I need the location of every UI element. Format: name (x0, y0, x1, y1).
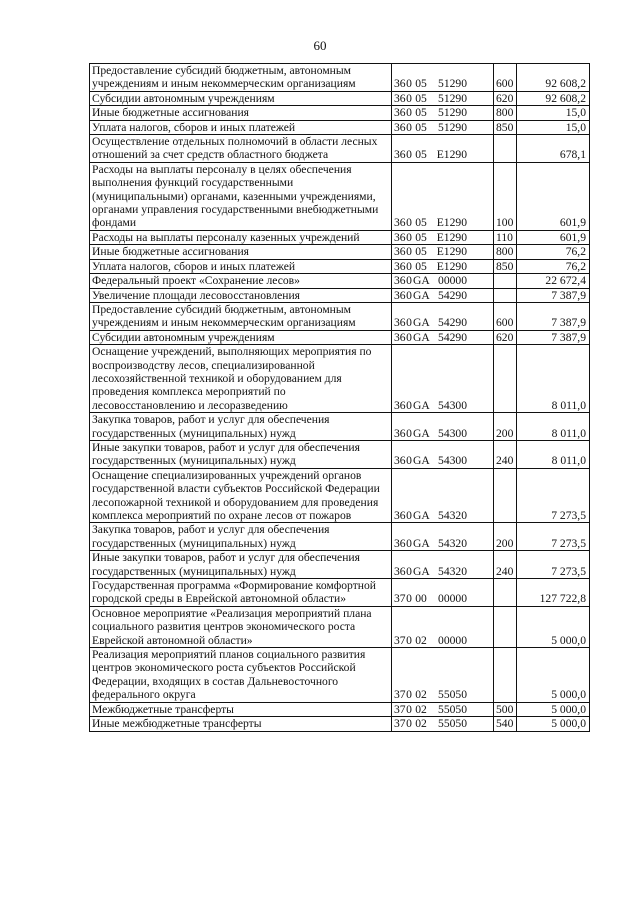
table-row (90, 259, 590, 273)
table-row (90, 551, 590, 579)
table-row (90, 579, 590, 607)
row-expense-type: 200 (494, 523, 517, 551)
row-target-code (392, 717, 494, 731)
program-code: 36 (394, 216, 406, 230)
table-row (90, 230, 590, 244)
row-description: Основное мероприятие «Реализация мероприятий плана социального развития центров экономического роста Еврейской автономной области» (90, 606, 392, 647)
row-expense-type: 600 (494, 64, 517, 92)
row-target-code (392, 523, 494, 551)
row-target-code (392, 440, 494, 468)
direction-code: Е1290 (436, 216, 467, 230)
row-amount: 678,1 (517, 135, 590, 163)
direction-code: 54290 (438, 330, 467, 344)
row-target-code (392, 91, 494, 105)
direction-code: 00000 (438, 274, 467, 288)
program-code: 36 (394, 426, 406, 440)
direction-code: 54290 (438, 316, 467, 330)
table-row (90, 302, 590, 330)
row-target-code (392, 579, 494, 607)
table-row (90, 288, 590, 302)
subprogram-code: 0 (406, 120, 412, 134)
subprogram-code: 0 (406, 91, 412, 105)
table-row (90, 245, 590, 259)
row-target-code (392, 648, 494, 703)
subprogram-code: 0 (406, 259, 412, 273)
row-description: Оснащение учреждений, выполняющих мероприятия по воспроизводству лесов, специализированной лесохозяйственной техникой и оборудованием для проведения комплекса мероприятий по лесовосстановлению и лесоразведению (90, 345, 392, 413)
row-description: Уплата налогов, сборов и иных платежей (90, 120, 392, 134)
subprogram-code: 0 (406, 216, 412, 230)
row-amount: 7 387,9 (517, 302, 590, 330)
subprogram-code: 0 (406, 592, 412, 606)
program-code: 36 (394, 288, 406, 302)
row-description: Межбюджетные трансферты (90, 702, 392, 716)
direction-code: 54320 (438, 536, 467, 550)
subprogram-code: 0 (406, 633, 412, 647)
group-code: 02 (415, 633, 427, 647)
subprogram-code: 0 (406, 688, 412, 702)
group-code: 05 (415, 91, 427, 105)
row-expense-type: 240 (494, 551, 517, 579)
row-target-code (392, 413, 494, 441)
subprogram-code: 0 (406, 564, 412, 578)
table-row (90, 106, 590, 120)
row-description: Закупка товаров, работ и услуг для обеспечения государственных (муниципальных) нужд (90, 523, 392, 551)
program-code: 36 (394, 509, 406, 522)
row-description: Оснащение специализированных учреждений органов государственной власти субъектов Российской Федерации лесопожарной техникой и оборудованием для проведения комплекса мероприятий по охране лесов от пожаров (90, 468, 392, 523)
group-code: 05 (415, 259, 427, 273)
row-amount: 7 387,9 (517, 288, 590, 302)
program-code: 36 (394, 330, 406, 344)
row-amount: 92 608,2 (517, 64, 590, 92)
row-target-code (392, 702, 494, 716)
row-expense-type: 240 (494, 440, 517, 468)
program-code: 36 (394, 536, 406, 550)
row-description: Реализация мероприятий планов социального развития центров экономического роста субъектов Российской Федерации, входящих в состав Дальневосточного федерального округа (90, 648, 392, 703)
subprogram-code: 0 (406, 330, 412, 344)
row-description: Иные бюджетные ассигнования (90, 106, 392, 120)
subprogram-code: 0 (406, 245, 412, 259)
row-amount: 22 672,4 (517, 274, 590, 288)
row-description: Расходы на выплаты персоналу казенных учреждений (90, 230, 392, 244)
row-amount: 8 011,0 (517, 413, 590, 441)
row-expense-type: 600 (494, 302, 517, 330)
direction-code: 00000 (438, 592, 467, 606)
table-row (90, 345, 590, 413)
group-code: GA (413, 426, 430, 440)
row-expense-type: 620 (494, 91, 517, 105)
row-amount: 92 608,2 (517, 91, 590, 105)
row-expense-type: 110 (494, 230, 517, 244)
direction-code: 54320 (438, 509, 467, 522)
subprogram-code: 0 (406, 230, 412, 244)
row-description: Уплата налогов, сборов и иных платежей (90, 259, 392, 273)
direction-code: 55050 (438, 688, 467, 702)
row-amount: 5 000,0 (517, 648, 590, 703)
row-amount: 7 387,9 (517, 330, 590, 344)
direction-code: Е1290 (436, 148, 467, 162)
row-target-code (392, 64, 494, 92)
group-code: 00 (415, 592, 427, 606)
program-code: 36 (394, 230, 406, 244)
table-row (90, 606, 590, 647)
group-code: 05 (415, 77, 427, 91)
table-row (90, 330, 590, 344)
table-row (90, 702, 590, 716)
row-description: Увеличение площади лесовосстановления (90, 288, 392, 302)
direction-code: 51290 (438, 120, 467, 134)
group-code: GA (413, 509, 430, 522)
table-row (90, 135, 590, 163)
subprogram-code: 0 (406, 106, 412, 120)
row-amount: 7 273,5 (517, 468, 590, 523)
row-expense-type (494, 345, 517, 413)
program-code: 37 (394, 717, 406, 731)
row-expense-type: 850 (494, 120, 517, 134)
program-code: 36 (394, 398, 406, 412)
row-expense-type (494, 274, 517, 288)
subprogram-code: 0 (406, 77, 412, 91)
group-code: GA (413, 454, 430, 468)
group-code: 05 (415, 230, 427, 244)
table-row (90, 120, 590, 134)
row-target-code (392, 245, 494, 259)
row-target-code (392, 274, 494, 288)
direction-code: Е1290 (436, 245, 467, 259)
row-expense-type: 540 (494, 717, 517, 731)
row-target-code (392, 302, 494, 330)
table-row (90, 523, 590, 551)
table-row (90, 648, 590, 703)
group-code: 05 (415, 148, 427, 162)
program-code: 37 (394, 702, 406, 716)
row-description: Осуществление отдельных полномочий в области лесных отношений за счет средств областного бюджета (90, 135, 392, 163)
row-expense-type: 500 (494, 702, 517, 716)
subprogram-code: 0 (406, 426, 412, 440)
program-code: 36 (394, 316, 406, 330)
subprogram-code: 0 (406, 274, 412, 288)
direction-code: 55050 (438, 717, 467, 731)
row-amount: 76,2 (517, 259, 590, 273)
row-expense-type: 850 (494, 259, 517, 273)
row-expense-type (494, 648, 517, 703)
program-code: 36 (394, 245, 406, 259)
group-code: 05 (415, 106, 427, 120)
row-target-code (392, 345, 494, 413)
program-code: 36 (394, 106, 406, 120)
group-code: 05 (415, 245, 427, 259)
program-code: 37 (394, 592, 406, 606)
program-code: 36 (394, 564, 406, 578)
program-code: 36 (394, 148, 406, 162)
group-code: GA (413, 330, 430, 344)
table-row (90, 717, 590, 731)
budget-table (89, 63, 590, 732)
direction-code: 54300 (438, 426, 467, 440)
row-expense-type (494, 468, 517, 523)
row-description: Иные закупки товаров, работ и услуг для обеспечения государственных (муниципальных) нужд (90, 440, 392, 468)
subprogram-code: 0 (406, 316, 412, 330)
direction-code: 54300 (438, 454, 467, 468)
table-row (90, 468, 590, 523)
row-target-code (392, 468, 494, 523)
direction-code: 00000 (438, 633, 467, 647)
table-row (90, 162, 590, 230)
row-description: Закупка товаров, работ и услуг для обеспечения государственных (муниципальных) нужд (90, 413, 392, 441)
page-number: 60 (313, 38, 327, 53)
row-amount: 5 000,0 (517, 606, 590, 647)
row-expense-type (494, 606, 517, 647)
direction-code: 51290 (438, 106, 467, 120)
row-description: Субсидии автономным учреждениям (90, 330, 392, 344)
row-amount: 601,9 (517, 162, 590, 230)
table-row (90, 440, 590, 468)
group-code: 02 (415, 702, 427, 716)
group-code: GA (413, 274, 430, 288)
direction-code: 54300 (438, 398, 467, 412)
program-code: 36 (394, 77, 406, 91)
group-code: 02 (415, 717, 427, 731)
program-code: 36 (394, 120, 406, 134)
row-expense-type: 620 (494, 330, 517, 344)
table-row (90, 91, 590, 105)
row-expense-type (494, 288, 517, 302)
row-amount: 8 011,0 (517, 440, 590, 468)
program-code: 37 (394, 633, 406, 647)
row-target-code (392, 330, 494, 344)
group-code: GA (413, 398, 430, 412)
direction-code: 54320 (438, 564, 467, 578)
table-row (90, 274, 590, 288)
program-code: 36 (394, 454, 406, 468)
row-amount: 8 011,0 (517, 345, 590, 413)
row-description: Расходы на выплаты персоналу в целях обеспечения выполнения функций государственными (муниципальными) органами, казенными учреждениями, органами управления государственными внебюджетными фондами (90, 162, 392, 230)
row-amount: 15,0 (517, 106, 590, 120)
group-code: GA (413, 288, 430, 302)
row-expense-type: 100 (494, 162, 517, 230)
row-amount: 127 722,8 (517, 579, 590, 607)
group-code: GA (413, 564, 430, 578)
row-expense-type: 800 (494, 106, 517, 120)
row-amount: 601,9 (517, 230, 590, 244)
direction-code: 55050 (438, 702, 467, 716)
row-description: Предоставление субсидий бюджетным, автономным учреждениям и иным некоммерческим организациям (90, 302, 392, 330)
subprogram-code: 0 (406, 717, 412, 731)
direction-code: 51290 (438, 77, 467, 91)
row-description: Предоставление субсидий бюджетным, автономным учреждениям и иным некоммерческим организациям (90, 64, 392, 92)
row-target-code (392, 606, 494, 647)
group-code: 05 (415, 216, 427, 230)
row-target-code (392, 106, 494, 120)
subprogram-code: 0 (406, 148, 412, 162)
row-expense-type (494, 135, 517, 163)
row-description: Иные бюджетные ассигнования (90, 245, 392, 259)
row-expense-type (494, 579, 517, 607)
budget-table-body (90, 64, 590, 732)
group-code: GA (413, 536, 430, 550)
direction-code: 54290 (438, 288, 467, 302)
row-target-code (392, 135, 494, 163)
row-expense-type: 200 (494, 413, 517, 441)
group-code: 05 (415, 120, 427, 134)
row-target-code (392, 259, 494, 273)
row-description: Федеральный проект «Сохранение лесов» (90, 274, 392, 288)
subprogram-code: 0 (406, 288, 412, 302)
subprogram-code: 0 (406, 702, 412, 716)
subprogram-code: 0 (406, 509, 412, 522)
row-amount: 15,0 (517, 120, 590, 134)
subprogram-code: 0 (406, 398, 412, 412)
row-amount: 5 000,0 (517, 717, 590, 731)
row-description: Иные закупки товаров, работ и услуг для обеспечения государственных (муниципальных) нужд (90, 551, 392, 579)
program-code: 37 (394, 688, 406, 702)
program-code: 36 (394, 274, 406, 288)
subprogram-code: 0 (406, 454, 412, 468)
row-target-code (392, 162, 494, 230)
subprogram-code: 0 (406, 536, 412, 550)
row-amount: 76,2 (517, 245, 590, 259)
row-target-code (392, 120, 494, 134)
row-description: Иные межбюджетные трансферты (90, 717, 392, 731)
row-target-code (392, 551, 494, 579)
row-description: Государственная программа «Формирование комфортной городской среды в Еврейской автономной области» (90, 579, 392, 607)
table-row (90, 413, 590, 441)
table-row (90, 64, 590, 92)
direction-code: Е1290 (436, 259, 467, 273)
row-amount: 5 000,0 (517, 702, 590, 716)
direction-code: 51290 (438, 91, 467, 105)
direction-code: Е1290 (436, 230, 467, 244)
row-target-code (392, 288, 494, 302)
group-code: GA (413, 316, 430, 330)
row-expense-type: 800 (494, 245, 517, 259)
program-code: 36 (394, 91, 406, 105)
row-amount: 7 273,5 (517, 523, 590, 551)
program-code: 36 (394, 259, 406, 273)
row-amount: 7 273,5 (517, 551, 590, 579)
row-target-code (392, 230, 494, 244)
row-description: Субсидии автономным учреждениям (90, 91, 392, 105)
group-code: 02 (415, 688, 427, 702)
